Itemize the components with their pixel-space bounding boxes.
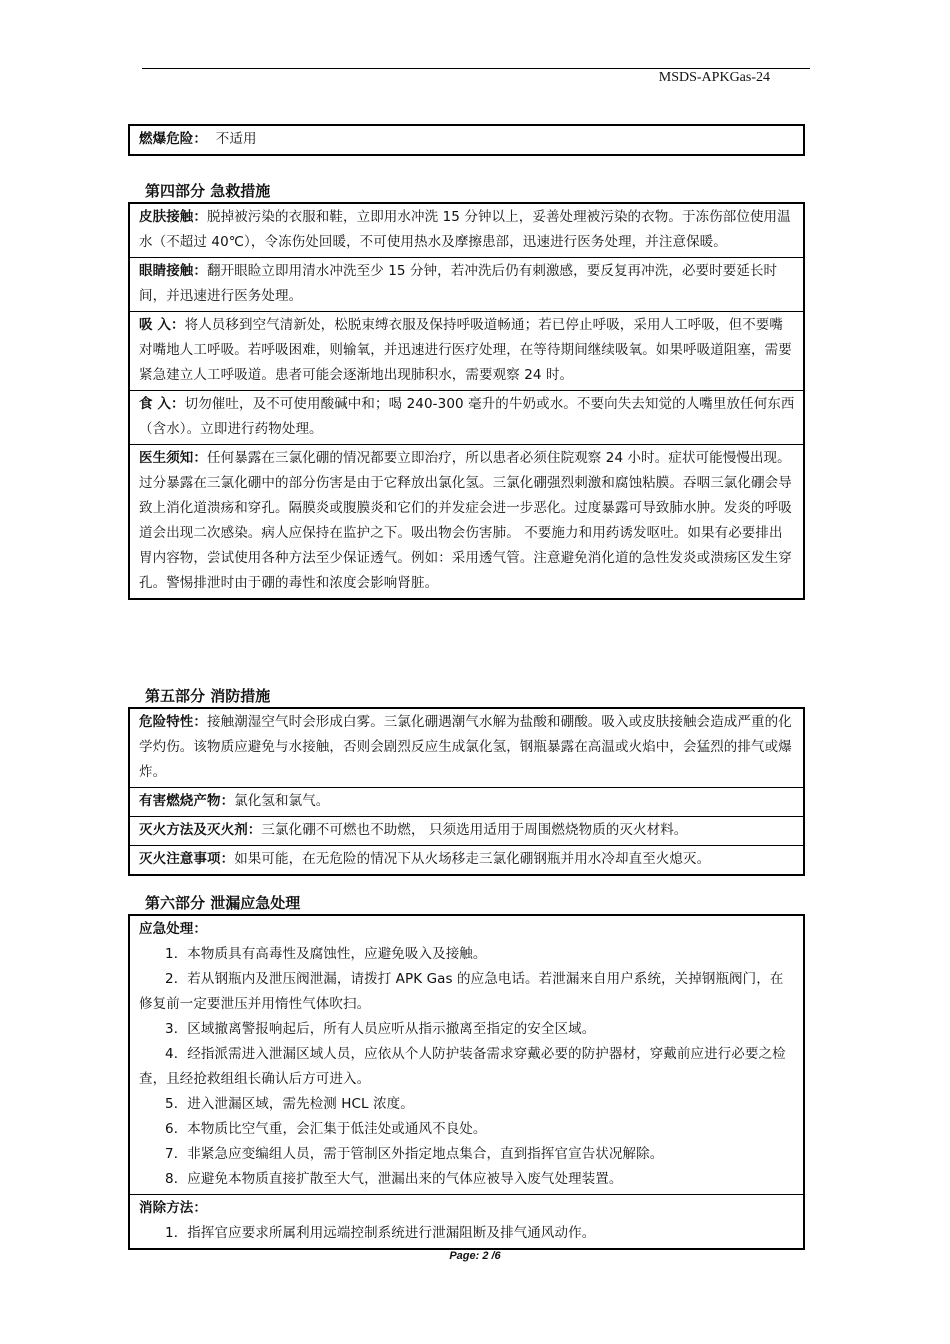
emergency-item: 5．进入泄漏区域，需先检测 HCL 浓度。 bbox=[165, 1096, 414, 1112]
first-aid-box bbox=[128, 202, 805, 600]
section4-title: 第四部分 急救措施 bbox=[145, 182, 271, 200]
row-text: 氯化氢和氯气。 bbox=[234, 793, 330, 809]
combustion-products-row bbox=[130, 788, 803, 817]
document-id: MSDS-APKGas-24 bbox=[658, 70, 770, 85]
emergency-item: 2．若从钢瓶内及泄压阀泄漏，请拨打 APK Gas 的应急电话。若泄漏来自用户系统，关掉钢瓶阀门，在修复前一定要泄压并用惰性气体吹扫。 bbox=[139, 971, 784, 1012]
leak-response-box bbox=[128, 914, 805, 1250]
ingestion-row bbox=[130, 391, 803, 445]
hazard-characteristics-row bbox=[130, 709, 803, 788]
row-text: 接触潮湿空气时会形成白雾。三氯化硼遇潮气水解为盐酸和硼酸。吸入或皮肤接触会造成严重的化学灼伤。该物质应避免与水接触，否则会剧烈反应生成氯化氢，钢瓶暴露在高温或火焰中，会猛烈的排气或爆炸。 bbox=[139, 714, 792, 780]
row-text: 翻开眼睑立即用清水冲洗至少 15 分钟，若冲洗后仍有刺激感，要反复再冲洗，必要时要延长时间，并迅速进行医务处理。 bbox=[139, 263, 778, 304]
row-label: 有害燃烧产物： bbox=[139, 793, 235, 809]
row-label: 食 入： bbox=[139, 396, 185, 412]
inhalation-row bbox=[130, 312, 803, 391]
elimination-method-label: 消除方法： bbox=[139, 1200, 207, 1216]
section5-title: 第五部分 消防措施 bbox=[145, 687, 271, 705]
fire-hazard-box bbox=[128, 124, 805, 156]
row-text: 如果可能，在无危险的情况下从火场移走三氯化硼钢瓶并用水冷却直至火熄灭。 bbox=[234, 851, 711, 867]
emergency-item: 6．本物质比空气重，会汇集于低洼处或通风不良处。 bbox=[165, 1121, 487, 1137]
skin-contact-row bbox=[130, 204, 803, 258]
fire-hazard-text: 不适用 bbox=[215, 131, 257, 147]
row-text: 任何暴露在三氯化硼的情况都要立即治疗，所以患者必须住院观察 24 小时。症状可能慢慢出现。过分暴露在三氯化硼中的部分伤害是由于它释放出氯化氢。三氯化硼强烈刺激和腐蚀粘膜。吞咽三氯化硼会导致上消化道溃疡和穿孔。隔膜炎或腹膜炎和它们的并发症会进一步恶化。过度暴露可导致肺水肿。发炎的呼吸道会出现二次感染。病人应保持在监护之下。吸出物会伤害肺。 不要施力和用药诱发呕吐。如果有必要排出胃内容物，尝试使用各种方法至少保证透气。例如：采用透气管。注意避免消化道的急性发炎或溃疡区发生穿孔。警惕排泄时由于硼的毒性和浓度会影响肾脏。 bbox=[139, 450, 792, 591]
extinguishing-method-row bbox=[130, 817, 803, 846]
emergency-item: 1．本物质具有高毒性及腐蚀性，应避免吸入及接触。 bbox=[165, 946, 487, 962]
emergency-handling-label: 应急处理： bbox=[139, 921, 207, 937]
row-label: 皮肤接触： bbox=[139, 209, 207, 225]
emergency-handling-row bbox=[130, 916, 803, 1195]
row-text: 脱掉被污染的衣服和鞋，立即用水冲洗 15 分钟以上，妥善处理被污染的衣物。于冻伤部位使用温水（不超过 40℃），令冻伤处回暖，不可使用热水及摩擦患部，迅速进行医务处理，并注意保暖。 bbox=[139, 209, 791, 250]
row-text: 三氯化硼不可燃也不助燃， 只须选用适用于周围燃烧物质的灭火材料。 bbox=[261, 822, 688, 838]
header-rule bbox=[142, 68, 810, 69]
fire-fighting-box bbox=[128, 707, 805, 876]
row-text: 切勿催吐，及不可使用酸碱中和；喝 240-300 毫升的牛奶或水。不要向失去知觉的人嘴里放任何东西（含水）。立即进行药物处理。 bbox=[139, 396, 795, 437]
fire-hazard-label: 燃爆危险： bbox=[139, 131, 207, 147]
row-label: 眼睛接触： bbox=[139, 263, 207, 279]
emergency-item: 7．非紧急应变编组人员，需于管制区外指定地点集合，直到指挥官宣告状况解除。 bbox=[165, 1146, 664, 1162]
fire-hazard-row bbox=[130, 126, 803, 154]
elimination-item: 1．指挥官应要求所属利用远端控制系统进行泄漏阻断及排气通风动作。 bbox=[165, 1225, 596, 1241]
emergency-item: 3．区域撤离警报响起后，所有人员应听从指示撤离至指定的安全区域。 bbox=[165, 1021, 596, 1037]
page-number: Page: 2 /6 bbox=[449, 1250, 501, 1262]
emergency-item: 8．应避免本物质直接扩散至大气，泄漏出来的气体应被导入废气处理装置。 bbox=[165, 1171, 623, 1187]
row-label: 灭火方法及灭火剂： bbox=[139, 822, 262, 838]
extinguishing-notes-row bbox=[130, 846, 803, 874]
emergency-item: 4．经指派需进入泄漏区域人员，应依从个人防护装备需求穿戴必要的防护器材，穿戴前应进行必要之检查，且经抢救组组长确认后方可进入。 bbox=[139, 1046, 786, 1087]
section6-title: 第六部分 泄漏应急处理 bbox=[145, 894, 301, 912]
row-label: 灭火注意事项： bbox=[139, 851, 235, 867]
eye-contact-row bbox=[130, 258, 803, 312]
physician-note-row bbox=[130, 445, 803, 598]
row-label: 危险特性： bbox=[139, 714, 207, 730]
row-label: 医生须知： bbox=[139, 450, 207, 466]
elimination-method-row bbox=[130, 1195, 803, 1248]
row-label: 吸 入： bbox=[139, 317, 185, 333]
row-text: 将人员移到空气清新处，松脱束缚衣服及保持呼吸道畅通；若已停止呼吸，采用人工呼吸，但不要嘴对嘴地人工呼吸。若呼吸困难，则输氧，并迅速进行医疗处理，在等待期间继续吸氧。如果呼吸道阻塞，需要紧急建立人工呼吸道。患者可能会逐渐地出现肺积水，需要观察 24 时。 bbox=[139, 317, 792, 383]
